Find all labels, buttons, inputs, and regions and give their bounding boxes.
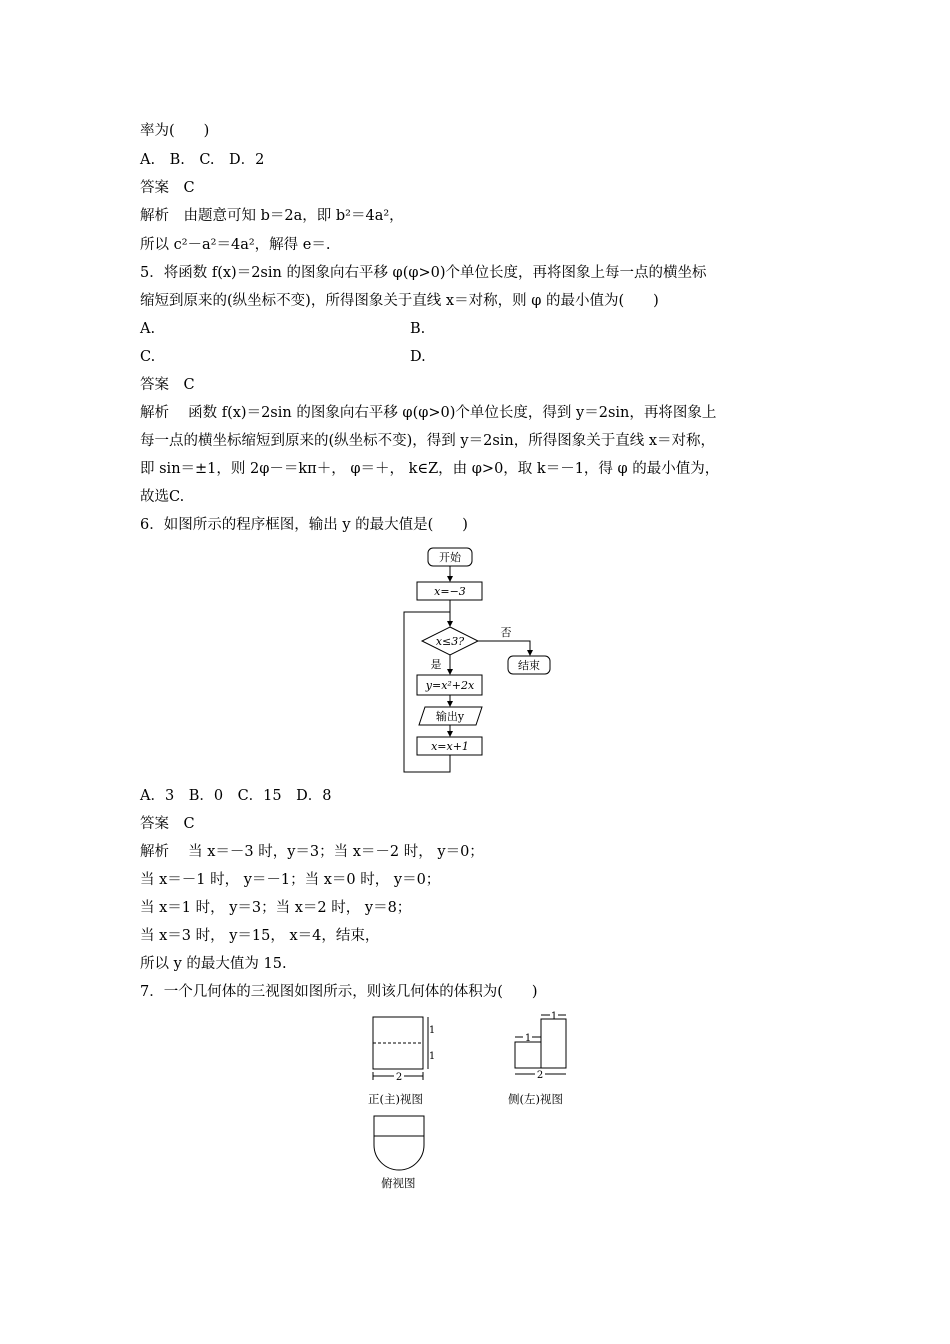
svg-text:1: 1 [428,1051,436,1062]
answer-5: 答案 C [140,377,195,393]
analysis-6-line4: 当 x＝3 时， y＝15， x＝4，结束， [140,928,380,944]
analysis-5-line3: 即 sin＝±1，则 2φ－＝kπ＋， φ＝＋， k∈Z，由 φ>0，取 k＝－1，得 φ 的最小值为， [140,461,720,477]
front-view [368,1012,440,1084]
yes-label: 是 [430,658,442,671]
question-4-options: A. B. C. D．2 [140,152,265,168]
no-label: 否 [500,626,512,639]
analysis-5-line4: 故选C. [140,489,185,505]
end-label: 结束 [518,659,540,672]
question-6-options: A．3 B．0 C．15 D．8 [140,788,332,804]
svg-text:2: 2 [395,1072,403,1083]
analysis-4-line1: 解析 由题意可知 b＝2a，即 b²＝4a²， [140,208,404,224]
svg-text:1: 1 [550,1011,558,1022]
svg-text:1: 1 [524,1033,532,1044]
svg-text:1: 1 [428,1025,436,1036]
answer-4: 答案 C [140,180,195,196]
top-view-caption: 俯视图 [381,1176,416,1190]
analysis-6-line2: 当 x＝－1 时， y＝－1；当 x＝0 时， y＝0； [140,872,441,888]
question-5-line2: 缩短到原来的(纵坐标不变)，所得图象关于直线 x＝对称，则 φ 的最小值为( ) [140,293,659,309]
flowchart [390,540,560,780]
top-view [368,1110,430,1172]
question-4-tail: 率为( ) [140,123,210,139]
analysis-6-line3: 当 x＝1 时， y＝3；当 x＝2 时， y＝8； [140,900,412,916]
front-view-caption: 正(主)视图 [368,1092,423,1106]
analysis-5-line2: 每一点的横坐标缩短到原来的(纵坐标不变)，得到 y＝2sin，所得图象关于直线 x＝对称， [140,433,716,449]
option-d: D. [410,349,426,365]
analysis-6-line5: 所以 y 的最大值为 15. [140,956,287,972]
calc-label: y=x²+2x [425,679,475,692]
question-7: 7．一个几何体的三视图如图所示，则该几何体的体积为( ) [140,984,538,1000]
analysis-4-line2: 所以 c²－a²＝4a²，解得 e＝. [140,237,331,253]
answer-6: 答案 C [140,816,195,832]
side-view [508,1008,572,1084]
output-label: 输出y [435,710,465,723]
analysis-5-line1: 解析 函数 f(x)＝2sin 的图象向右平移 φ(φ>0)个单位长度，得到 y＝2sin，再将图象上 [140,405,717,421]
option-c: C. [140,349,156,365]
start-label: 开始 [439,551,461,564]
option-a: A. [140,321,156,337]
question-5-line1: 5．将函数 f(x)＝2sin 的图象向右平移 φ(φ>0)个单位长度，再将图象上每一点的横坐标 [140,265,707,281]
condition-label: x≤3? [435,635,465,648]
analysis-6-line1: 解析 当 x＝－3 时，y＝3；当 x＝－2 时， y＝0； [140,844,484,860]
option-b: B. [410,321,426,337]
side-view-caption: 侧(左)视图 [508,1092,563,1106]
increment-label: x=x+1 [431,740,469,753]
svg-text:2: 2 [536,1070,544,1081]
init-label: x=−3 [434,585,466,598]
question-6: 6．如图所示的程序框图，输出 y 的最大值是( ) [140,517,468,533]
